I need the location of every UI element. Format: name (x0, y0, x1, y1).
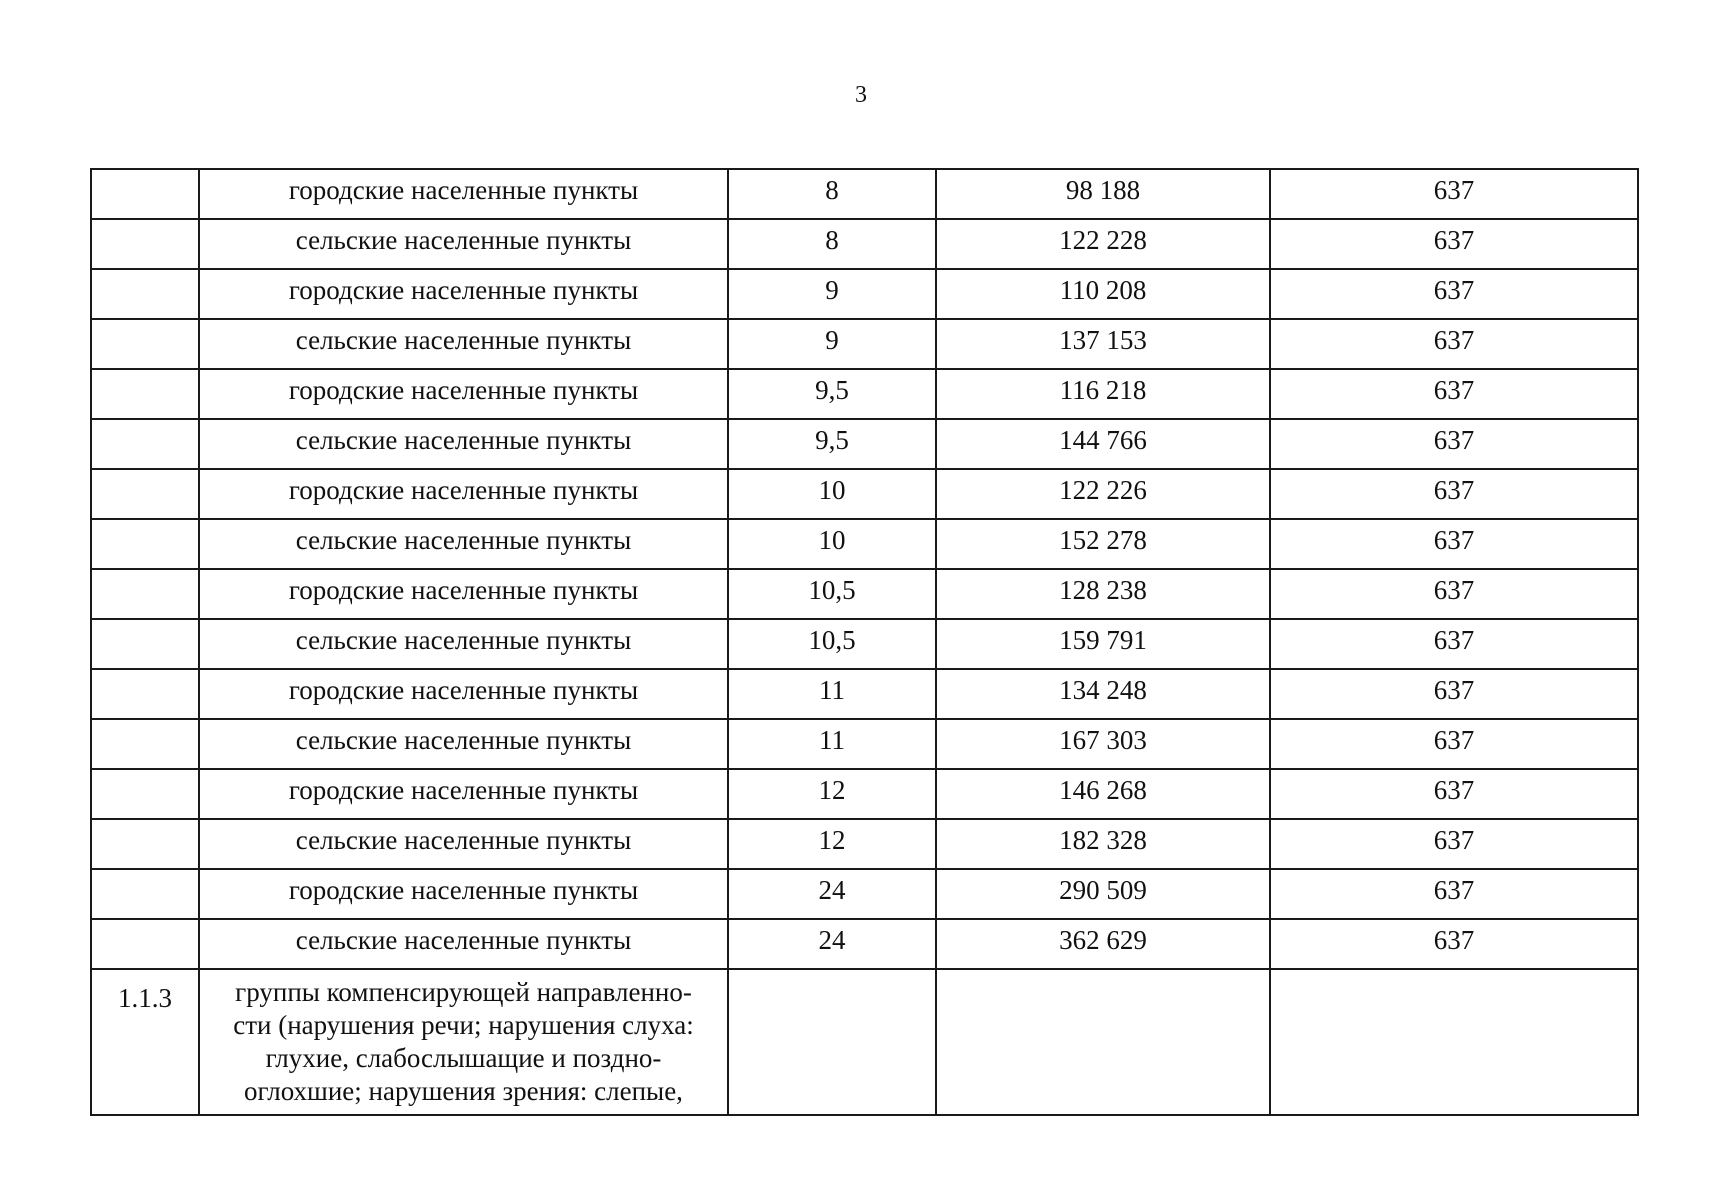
table-row (91, 369, 1638, 419)
row-number-cell (91, 519, 199, 569)
settlement-type-cell: сельские населенные пункты (199, 419, 728, 469)
table-row (91, 619, 1638, 669)
hours-cell: 9,5 (728, 419, 936, 469)
settlement-type-cell: сельские населенные пункты (199, 219, 728, 269)
value-cell: 637 (1270, 869, 1638, 919)
settlement-type-cell: городские населенные пункты (199, 769, 728, 819)
cost-cell (936, 969, 1270, 1115)
row-number-cell (91, 769, 199, 819)
cost-cell: 122 228 (936, 219, 1270, 269)
row-number-cell (91, 819, 199, 869)
value-cell: 637 (1270, 619, 1638, 669)
settlement-type-cell: городские населенные пункты (199, 869, 728, 919)
description-line: сти (нарушения речи; нарушения слуха: (233, 1010, 694, 1040)
section-number-cell: 1.1.3 (91, 969, 199, 1115)
cost-cell: 167 303 (936, 719, 1270, 769)
value-cell: 637 (1270, 519, 1638, 569)
description-line: глухие, слабослышащие и поздно- (265, 1043, 662, 1073)
value-cell: 637 (1270, 669, 1638, 719)
cost-cell: 110 208 (936, 269, 1270, 319)
row-number-cell (91, 269, 199, 319)
description-line: группы компенсирующей направленно- (235, 977, 692, 1007)
settlement-type-cell: сельские населенные пункты (199, 919, 728, 969)
row-number-cell (91, 669, 199, 719)
settlement-type-cell: сельские населенные пункты (199, 619, 728, 669)
tariff-table (90, 168, 1639, 1116)
row-number-cell (91, 169, 199, 219)
cost-cell: 98 188 (936, 169, 1270, 219)
hours-cell: 11 (728, 669, 936, 719)
table-row (91, 569, 1638, 619)
cost-cell: 128 238 (936, 569, 1270, 619)
row-number-cell (91, 569, 199, 619)
hours-cell: 9 (728, 319, 936, 369)
table-row (91, 319, 1638, 369)
table-row (91, 419, 1638, 469)
cost-cell: 290 509 (936, 869, 1270, 919)
value-cell: 637 (1270, 169, 1638, 219)
settlement-type-cell: сельские населенные пункты (199, 819, 728, 869)
hours-cell: 24 (728, 919, 936, 969)
cost-cell: 159 791 (936, 619, 1270, 669)
hours-cell: 8 (728, 169, 936, 219)
hours-cell: 11 (728, 719, 936, 769)
value-cell: 637 (1270, 219, 1638, 269)
value-cell: 637 (1270, 819, 1638, 869)
value-cell (1270, 969, 1638, 1115)
value-cell: 637 (1270, 419, 1638, 469)
hours-cell: 10 (728, 469, 936, 519)
settlement-type-cell: городские населенные пункты (199, 369, 728, 419)
description-line: оглохшие; нарушения зрения: слепые, (244, 1076, 683, 1106)
table-row (91, 869, 1638, 919)
row-number-cell (91, 619, 199, 669)
value-cell: 637 (1270, 569, 1638, 619)
value-cell: 637 (1270, 769, 1638, 819)
cost-cell: 362 629 (936, 919, 1270, 969)
table-row (91, 519, 1638, 569)
table-row (91, 169, 1638, 219)
hours-cell: 9,5 (728, 369, 936, 419)
row-number-cell (91, 219, 199, 269)
cost-cell: 144 766 (936, 419, 1270, 469)
cost-cell: 137 153 (936, 319, 1270, 369)
settlement-type-cell: городские населенные пункты (199, 669, 728, 719)
table-row (91, 719, 1638, 769)
cost-cell: 122 226 (936, 469, 1270, 519)
section-description-cell (199, 969, 728, 1115)
row-number-cell (91, 369, 199, 419)
row-number-cell (91, 869, 199, 919)
hours-cell: 9 (728, 269, 936, 319)
row-number-cell (91, 469, 199, 519)
hours-cell: 12 (728, 769, 936, 819)
hours-cell (728, 969, 936, 1115)
hours-cell: 10,5 (728, 619, 936, 669)
settlement-type-cell: городские населенные пункты (199, 269, 728, 319)
table-row-section (91, 969, 1638, 1115)
table-row (91, 469, 1638, 519)
cost-cell: 116 218 (936, 369, 1270, 419)
value-cell: 637 (1270, 719, 1638, 769)
hours-cell: 24 (728, 869, 936, 919)
table-row (91, 769, 1638, 819)
cost-cell: 146 268 (936, 769, 1270, 819)
value-cell: 637 (1270, 269, 1638, 319)
hours-cell: 8 (728, 219, 936, 269)
value-cell: 637 (1270, 319, 1638, 369)
row-number-cell (91, 419, 199, 469)
value-cell: 637 (1270, 919, 1638, 969)
settlement-type-cell: сельские населенные пункты (199, 719, 728, 769)
table-row (91, 669, 1638, 719)
table-row (91, 219, 1638, 269)
value-cell: 637 (1270, 469, 1638, 519)
settlement-type-cell: городские населенные пункты (199, 569, 728, 619)
row-number-cell (91, 719, 199, 769)
hours-cell: 12 (728, 819, 936, 869)
settlement-type-cell: городские населенные пункты (199, 469, 728, 519)
row-number-cell (91, 919, 199, 969)
hours-cell: 10,5 (728, 569, 936, 619)
settlement-type-cell: сельские населенные пункты (199, 319, 728, 369)
cost-cell: 182 328 (936, 819, 1270, 869)
hours-cell: 10 (728, 519, 936, 569)
settlement-type-cell: городские населенные пункты (199, 169, 728, 219)
settlement-type-cell: сельские населенные пункты (199, 519, 728, 569)
table-row (91, 269, 1638, 319)
cost-cell: 134 248 (936, 669, 1270, 719)
page-number: 3 (855, 82, 867, 108)
value-cell: 637 (1270, 369, 1638, 419)
table-row (91, 919, 1638, 969)
cost-cell: 152 278 (936, 519, 1270, 569)
table-row (91, 819, 1638, 869)
row-number-cell (91, 319, 199, 369)
